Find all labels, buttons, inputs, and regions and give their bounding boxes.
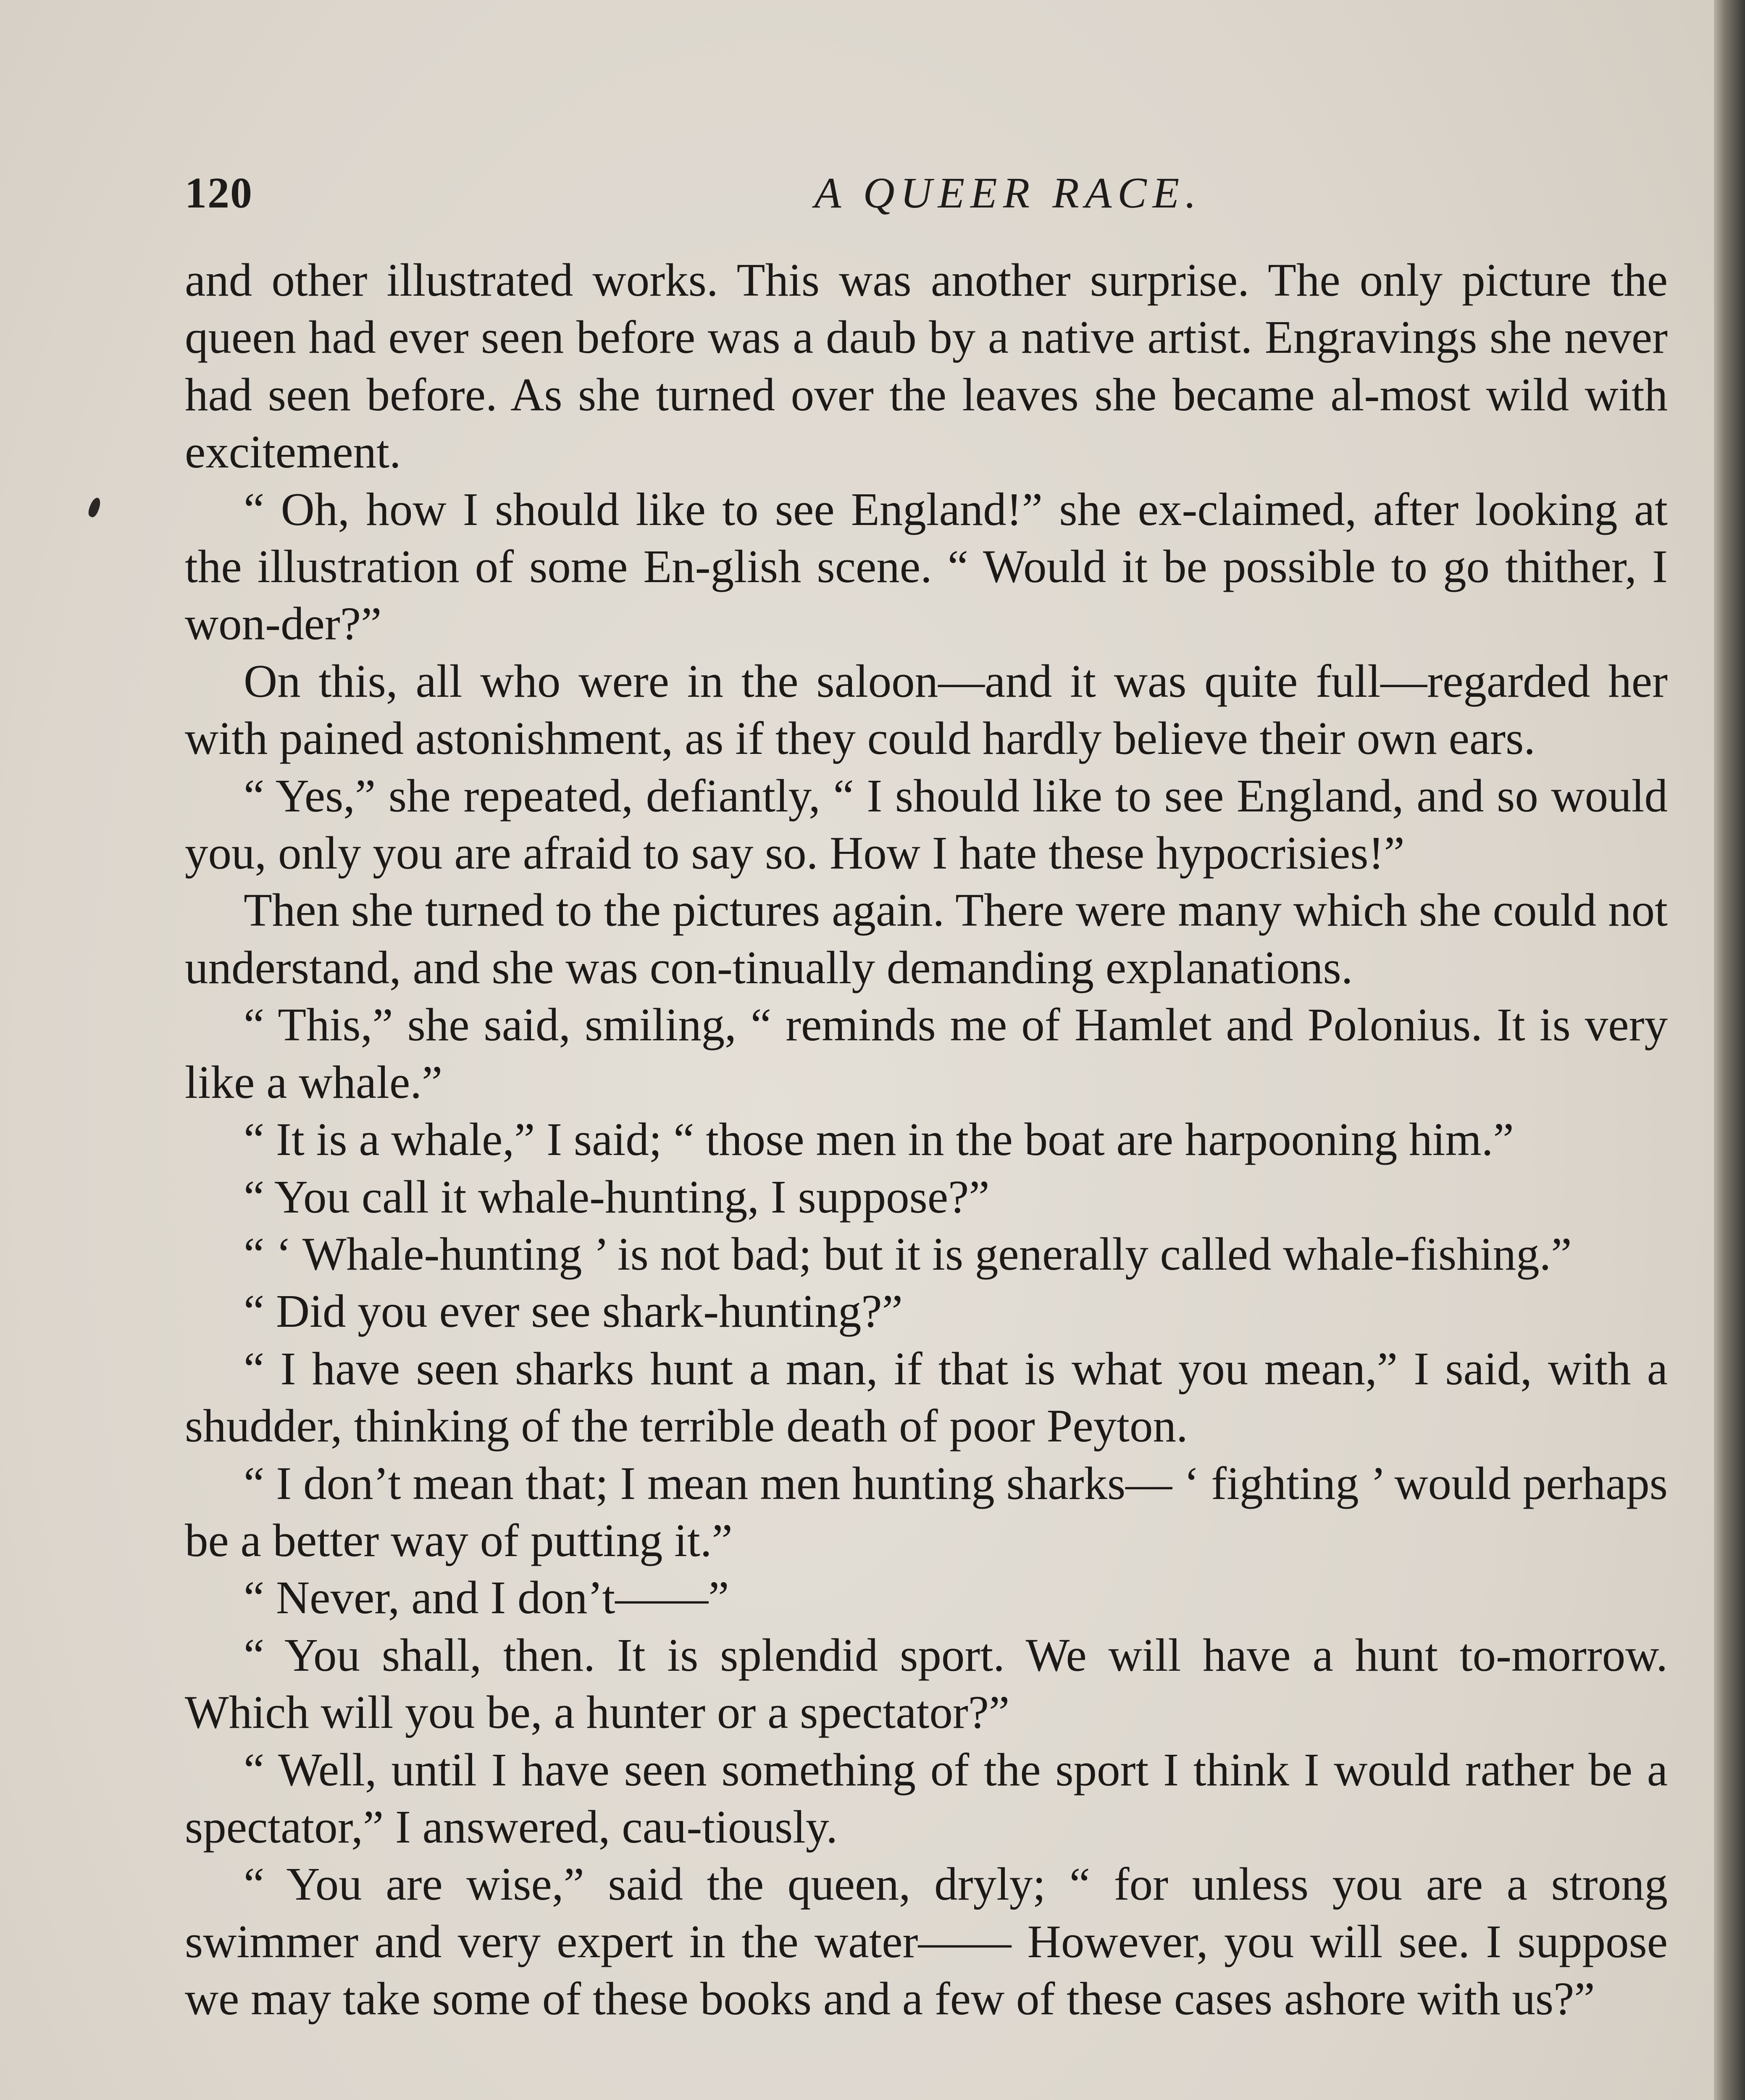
- page-number: 120: [185, 169, 253, 217]
- paragraph: “ Yes,” she repeated, defiantly, “ I should like to see England, and so would you, only you are afraid to say so. How I hate these hypocrisies!”: [185, 770, 1668, 879]
- paragraph: “ Never, and I don’t——”: [244, 1572, 729, 1624]
- paragraph: “ ‘ Whale-hunting ’ is not bad; but it is generally called whale-fishing.”: [244, 1228, 1572, 1280]
- paragraph: “ I have seen sharks hunt a man, if that is what you mean,” I said, with a shudder, thinking of the terrible death of poor Peyton.: [185, 1343, 1668, 1452]
- paragraph: “ You are wise,” said the queen, dryly; “ for unless you are a strong swimmer and very expert in the water—— However, you will see. I suppose we may take some of these books and a few of these cases ashore with us?”: [185, 1858, 1668, 2025]
- paragraph: “ You shall, then. It is splendid sport. We will have a hunt to-morrow. Which will you be, a hunter or a spectator?”: [185, 1629, 1668, 1739]
- paragraph: and other illustrated works. This was another surprise. The only picture the queen had ever seen before was a daub by a native artist. Engravings she never had seen before. As she turned over the leaves she became al-most wild with excitement.: [185, 255, 1668, 478]
- paragraph: On this, all who were in the saloon—and it was quite full—regarded her with pained astonishment, as if they could hardly believe their own ears.: [185, 655, 1668, 765]
- paragraph: “ I don’t mean that; I mean men hunting sharks— ‘ fighting ’ would perhaps be a better way of putting it.”: [185, 1457, 1668, 1567]
- running-head: A QUEER RACE.: [814, 169, 1202, 217]
- page-body: [185, 252, 1668, 2028]
- paragraph: “ You call it whale-hunting, I suppose?”: [244, 1171, 990, 1223]
- paragraph: “ It is a whale,” I said; “ those men in the boat are harpooning him.”: [244, 1114, 1514, 1166]
- page-edge-shadow: [1714, 0, 1745, 2100]
- paragraph: “ Well, until I have seen something of the sport I think I would rather be a spectator,” I answered, cau-tiously.: [185, 1744, 1668, 1853]
- paragraph: Then she turned to the pictures again. There were many which she could not understand, and she was con-tinually demanding explanations.: [185, 885, 1668, 994]
- paragraph: “ Oh, how I should like to see England!” she ex-claimed, after looking at the illustration of some En-glish scene. “ Would it be possible to go thither, I won-der?”: [185, 483, 1668, 650]
- page-header: [185, 168, 1668, 231]
- paragraph: “ This,” she said, smiling, “ reminds me of Hamlet and Polonius. It is very like a whale.”: [185, 999, 1668, 1108]
- paragraph: “ Did you ever see shark-hunting?”: [244, 1286, 903, 1338]
- ink-mark: [87, 496, 102, 519]
